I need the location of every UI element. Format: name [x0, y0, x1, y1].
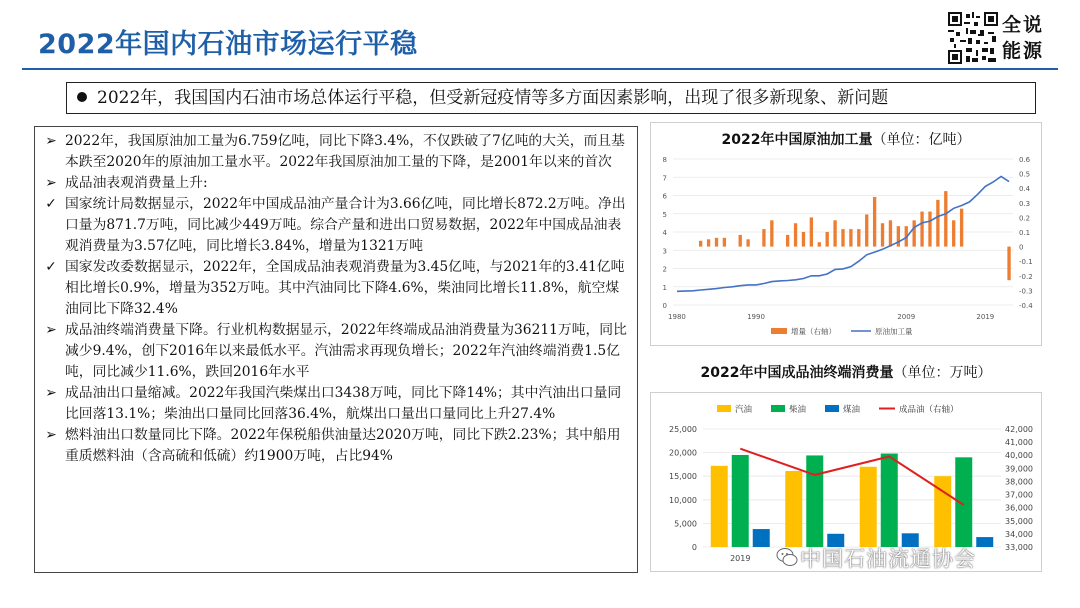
- bar: [770, 220, 773, 246]
- paragraph-crude-processing: [43, 131, 629, 173]
- summary-text: 2022年，我国国内石油市场总体运行平稳，但受新冠疫情等多方面因素影响，出现了很多新现象、新问题: [97, 88, 889, 108]
- bar-gasoline: [860, 467, 877, 547]
- arrow-bullet-icon: ➢: [45, 175, 57, 191]
- crude-processing-chart: [650, 122, 1042, 346]
- x-tick-label: 2009: [897, 313, 916, 321]
- y-left-tick-label: 2: [662, 265, 667, 274]
- bar: [928, 212, 931, 247]
- paragraph-fuel-oil: [43, 425, 629, 467]
- arrow-bullet-icon: ➢: [45, 385, 57, 401]
- bar: [849, 229, 852, 247]
- paragraph-exports: [43, 383, 629, 425]
- y-right-tick-label: -0.1: [1019, 258, 1033, 267]
- legend-label: 煤油: [843, 405, 861, 415]
- bar-gasoline: [711, 466, 728, 547]
- y-right-tick-label: 42,000: [1005, 425, 1033, 434]
- bar: [960, 209, 963, 247]
- y-right-tick-label: 33,000: [1005, 543, 1033, 552]
- chart-title-text: 2022年中国成品油终端消费量: [700, 365, 894, 381]
- y-left-tick-label: 3: [662, 247, 667, 256]
- y-left-tick-label: 4: [662, 229, 667, 237]
- summary-banner: [66, 82, 1036, 114]
- y-right-tick-label: 37,000: [1005, 490, 1033, 500]
- x-tick-label: 2019: [730, 554, 751, 563]
- title-divider: [22, 68, 1058, 70]
- y-left-tick-label: 7: [662, 174, 667, 183]
- check-bullet-icon: ✓: [45, 196, 57, 212]
- legend-label: 汽油: [735, 405, 753, 415]
- x-tick-label: 1980: [668, 313, 686, 321]
- legend-label: 原油加工量: [875, 327, 913, 336]
- y-left-tick-label: 6: [662, 192, 667, 201]
- y-right-tick-label: 38,000: [1005, 477, 1033, 487]
- y-right-tick-label: -0.3: [1019, 287, 1033, 296]
- legend-label: 柴油: [789, 405, 807, 415]
- chart-title-text: 2022年中国原油加工量: [721, 132, 873, 148]
- y-right-tick-label: 0.6: [1019, 156, 1031, 164]
- y-left-tick-label: 0: [691, 543, 697, 552]
- chart-title-unit: （单位：万吨）: [893, 365, 992, 381]
- bar-kerosene: [753, 529, 770, 547]
- x-tick-label: 2019: [976, 313, 995, 321]
- y-right-tick-label: -0.4: [1019, 302, 1033, 310]
- legend-label: 成品油（右轴）: [899, 405, 959, 415]
- bar: [889, 220, 892, 246]
- bullet-dot-icon: [77, 92, 87, 102]
- legend-swatch: [825, 405, 839, 412]
- bar: [920, 212, 923, 247]
- bar: [739, 235, 742, 247]
- bar: [723, 238, 726, 247]
- bar: [699, 241, 702, 247]
- brand-logo: [948, 12, 1048, 70]
- y-right-tick-label: 0.1: [1019, 229, 1031, 237]
- y-right-tick-label: 0.2: [1019, 214, 1031, 223]
- bar: [762, 229, 765, 247]
- y-right-tick-label: 34,000: [1005, 529, 1033, 539]
- y-right-tick-label: 0.3: [1019, 199, 1031, 208]
- bar: [802, 232, 805, 247]
- bar: [810, 217, 813, 246]
- legend-swatch: [771, 405, 785, 412]
- bar: [818, 242, 821, 246]
- paragraph-text: 成品油表观消费量上升:: [65, 175, 208, 191]
- logo-text-line-2: 能源: [1002, 40, 1045, 62]
- logo-text: [1002, 12, 1048, 64]
- qr-code-icon: [948, 12, 998, 64]
- bar-diesel: [806, 455, 823, 547]
- y-left-tick-label: 5: [662, 210, 667, 219]
- bar: [857, 229, 860, 247]
- paragraph-terminal-consumption: [43, 320, 629, 383]
- y-right-tick-label: 0: [1019, 243, 1024, 252]
- y-left-tick-label: 0: [662, 302, 667, 310]
- body-text-box: [34, 126, 638, 573]
- logo-text-line-1: 全说: [1002, 14, 1045, 36]
- legend-swatch-increment: [771, 328, 787, 334]
- chart2-title: [650, 362, 1042, 382]
- bar: [1007, 247, 1010, 281]
- bar-diesel: [732, 455, 749, 547]
- arrow-bullet-icon: ➢: [45, 427, 57, 443]
- y-left-tick-label: 5,000: [674, 519, 697, 529]
- bar: [707, 239, 710, 246]
- paragraph-apparent-consumption: [43, 173, 629, 194]
- bar: [746, 239, 749, 246]
- y-right-tick-label: 0.5: [1019, 170, 1031, 179]
- bar: [936, 200, 939, 247]
- paragraph-text: 成品油出口量缩减。2022年我国汽柴煤出口3438万吨，同比下降14%；其中汽油出口量同比回落13.1%；柴油出口量同比回落36.4%，航煤出口量出口量同比上升27.4%: [65, 385, 622, 422]
- page-title: 2022年国内石油市场运行平稳: [38, 29, 418, 60]
- bar: [786, 235, 789, 247]
- bar: [897, 226, 900, 246]
- paragraph-text: 国家发改委数据显示，2022年，全国成品油表观消费量为3.45亿吨，与2021年的3.41亿吨相比增长0.9%，增量为352万吨。其中汽油同比下降4.6%，柴油同比增长11.8%，航空煤油同比下降32.4%: [65, 259, 625, 317]
- y-left-tick-label: 10,000: [669, 495, 697, 505]
- wechat-icon: [776, 546, 798, 568]
- bar: [952, 220, 955, 246]
- bar: [865, 214, 868, 246]
- bar: [944, 191, 947, 246]
- y-left-tick-label: 1: [662, 283, 667, 292]
- legend-label: 增量（右轴）: [791, 327, 836, 336]
- y-right-tick-label: 41,000: [1005, 438, 1033, 448]
- y-right-tick-label: 36,000: [1005, 503, 1033, 513]
- y-left-tick-label: 25,000: [669, 425, 697, 434]
- bar: [873, 197, 876, 247]
- paragraph-text: 国家统计局数据显示，2022年中国成品油产量合计为3.66亿吨，同比增长872.2万吨。净出口量为871.7万吨，同比减少449万吨。综合产量和进出口贸易数据，2022年中国成品油表观消费量为3.57亿吨，同比增长3.84%，增量为1321万吨: [65, 196, 626, 254]
- arrow-bullet-icon: ➢: [45, 322, 57, 338]
- y-left-tick-label: 8: [662, 156, 667, 164]
- y-left-tick-label: 15,000: [669, 472, 697, 482]
- total-consumption-line: [740, 449, 964, 505]
- watermark-text: 中国石油流通协会: [800, 547, 976, 571]
- paragraph-text: 2022年，我国原油加工量为6.759亿吨，同比下降3.4%，不仅跌破了7亿吨的大关，而且基本跌至2020年的原油加工量水平。2022年我国原油加工量的下降，是2001年以来的首次: [65, 133, 625, 170]
- y-right-tick-label: -0.2: [1019, 272, 1033, 281]
- paragraph-nbs-data: [43, 194, 629, 257]
- paragraph-text: 成品油终端消费量下降。行业机构数据显示，2022年终端成品油消费量为36211万吨，同比减少9.4%，创下2016年以来最低水平。汽油需求再现负增长；2022年汽油终端消费1.5亿吨，同比减少11.6%，跌回2016年水平: [65, 322, 627, 380]
- x-tick-label: 1990: [747, 313, 765, 321]
- bar: [841, 229, 844, 247]
- bar: [794, 223, 797, 246]
- chart-title-unit: （单位：亿吨）: [872, 132, 971, 148]
- bar-diesel: [881, 454, 898, 547]
- paragraph-text: 燃料油出口数量同比下降。2022年保税船供油量达2020万吨，同比下跌2.23%；其中船用重质燃料油（含高硫和低硫）约1900万吨，占比94%: [65, 427, 621, 464]
- bar: [715, 238, 718, 247]
- bar: [881, 223, 884, 246]
- check-bullet-icon: ✓: [45, 259, 57, 275]
- legend-swatch: [717, 405, 731, 412]
- y-right-tick-label: 40,000: [1005, 451, 1033, 461]
- y-right-tick-label: 35,000: [1005, 516, 1033, 526]
- bar: [826, 232, 829, 247]
- y-left-tick-label: 20,000: [669, 448, 697, 458]
- y-right-tick-label: 39,000: [1005, 464, 1033, 474]
- arrow-bullet-icon: ➢: [45, 133, 57, 149]
- bar: [833, 220, 836, 246]
- crude-processing-plot: [651, 123, 1043, 347]
- paragraph-ndrc-data: [43, 257, 629, 320]
- bar-kerosene: [976, 537, 993, 547]
- y-right-tick-label: 0.4: [1019, 185, 1031, 194]
- bar: [913, 220, 916, 246]
- bar-gasoline: [785, 471, 802, 547]
